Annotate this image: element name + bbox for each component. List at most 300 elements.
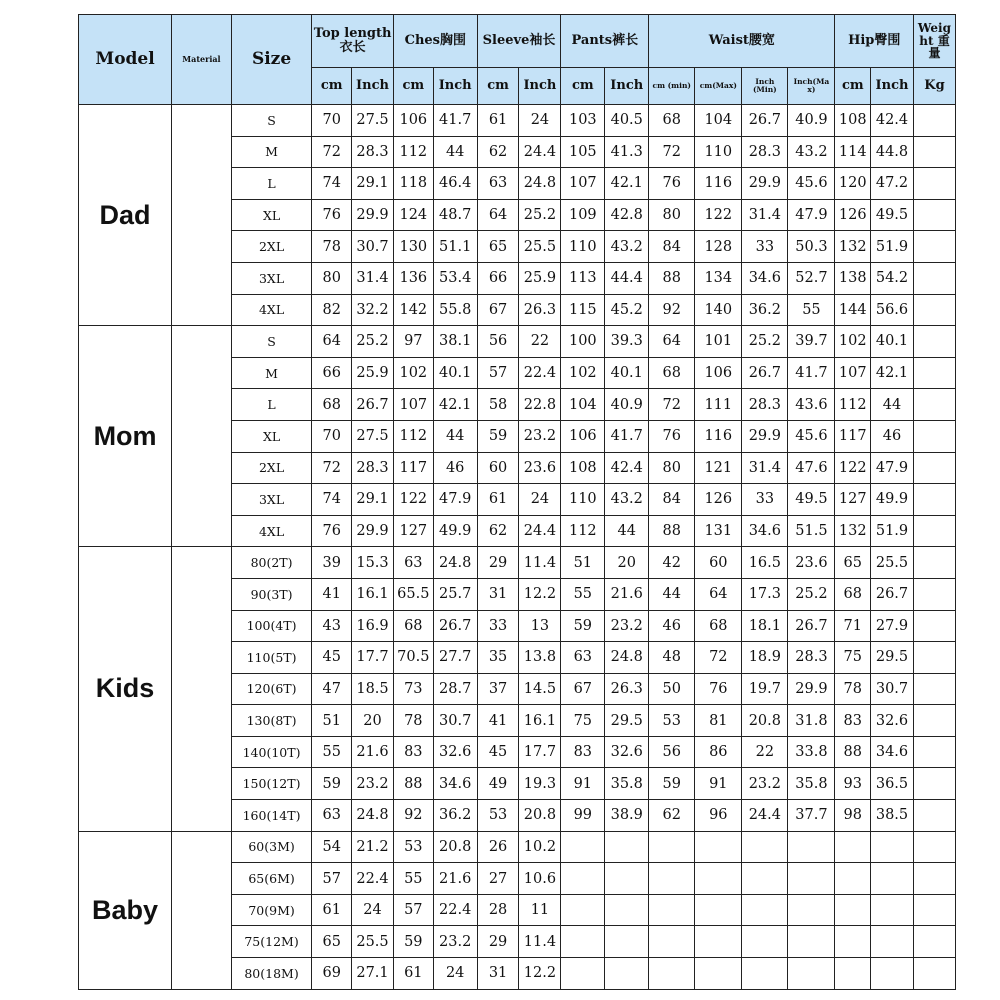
value-cell	[913, 736, 955, 768]
value-cell: 17.3	[742, 578, 788, 610]
value-cell	[913, 136, 955, 168]
value-cell: 130	[393, 231, 433, 263]
value-cell: 39.3	[605, 326, 649, 358]
value-cell: 25.7	[433, 578, 477, 610]
value-cell: 21.2	[352, 831, 394, 863]
value-cell: 16.1	[519, 705, 561, 737]
value-cell: 27	[477, 863, 519, 895]
value-cell: 56.6	[871, 294, 914, 326]
unit-header: Inch	[519, 68, 561, 105]
value-cell: 72	[649, 136, 695, 168]
value-cell: 47.9	[788, 199, 835, 231]
value-cell: 42.1	[871, 357, 914, 389]
value-cell: 74	[312, 168, 352, 200]
value-cell: 25.5	[871, 547, 914, 579]
size-cell: 3XL	[231, 484, 312, 516]
value-cell: 51	[561, 547, 605, 579]
size-cell: S	[231, 105, 312, 137]
value-cell	[649, 958, 695, 990]
value-cell: 104	[561, 389, 605, 421]
value-cell: 28.3	[788, 642, 835, 674]
value-cell	[913, 389, 955, 421]
value-cell: 18.9	[742, 642, 788, 674]
value-cell: 20	[352, 705, 394, 737]
value-cell: 32.6	[871, 705, 914, 737]
value-cell: 29.9	[742, 420, 788, 452]
value-cell: 54.2	[871, 262, 914, 294]
value-cell: 134	[695, 262, 742, 294]
value-cell: 55	[788, 294, 835, 326]
value-cell	[695, 894, 742, 926]
size-cell: 65(6M)	[231, 863, 312, 895]
value-cell	[695, 831, 742, 863]
value-cell: 20.8	[519, 800, 561, 832]
value-cell: 55.8	[433, 294, 477, 326]
value-cell: 102	[561, 357, 605, 389]
value-cell: 22	[742, 736, 788, 768]
material-cell	[172, 547, 232, 831]
value-cell: 110	[561, 484, 605, 516]
value-cell: 49.5	[788, 484, 835, 516]
value-cell: 17.7	[352, 642, 394, 674]
value-cell: 42.4	[871, 105, 914, 137]
value-cell: 44	[871, 389, 914, 421]
value-cell: 107	[561, 168, 605, 200]
value-cell: 83	[835, 705, 871, 737]
value-cell: 64	[312, 326, 352, 358]
table-header	[79, 15, 956, 105]
value-cell	[913, 452, 955, 484]
value-cell: 80	[649, 452, 695, 484]
value-cell: 24	[352, 894, 394, 926]
value-cell: 26.7	[742, 105, 788, 137]
value-cell: 36.2	[742, 294, 788, 326]
size-cell: XL	[231, 420, 312, 452]
material-cell	[172, 326, 232, 547]
value-cell: 112	[393, 136, 433, 168]
value-cell: 116	[695, 420, 742, 452]
value-cell: 12.2	[519, 578, 561, 610]
value-cell: 140	[695, 294, 742, 326]
value-cell: 47.9	[871, 452, 914, 484]
value-cell: 27.9	[871, 610, 914, 642]
value-cell: 70	[312, 420, 352, 452]
value-cell	[605, 926, 649, 958]
size-cell: 160(14T)	[231, 800, 312, 832]
value-cell: 25.2	[352, 326, 394, 358]
size-cell: L	[231, 389, 312, 421]
value-cell: 30.7	[352, 231, 394, 263]
value-cell: 26	[477, 831, 519, 863]
value-cell: 31.4	[742, 199, 788, 231]
value-cell	[835, 894, 871, 926]
value-cell: 25.2	[788, 578, 835, 610]
value-cell	[913, 642, 955, 674]
value-cell: 132	[835, 231, 871, 263]
value-cell	[913, 547, 955, 579]
value-cell: 76	[695, 673, 742, 705]
value-cell	[605, 958, 649, 990]
value-cell: 107	[835, 357, 871, 389]
value-cell: 27.7	[433, 642, 477, 674]
value-cell: 20.8	[433, 831, 477, 863]
value-cell: 24.4	[742, 800, 788, 832]
pants-header: Pants裤长	[561, 15, 649, 68]
unit-header: Kg	[913, 68, 955, 105]
unit-header: Inch	[352, 68, 394, 105]
value-cell: 58	[477, 389, 519, 421]
value-cell: 38.5	[871, 800, 914, 832]
value-cell: 122	[695, 199, 742, 231]
value-cell: 68	[649, 105, 695, 137]
value-cell: 73	[393, 673, 433, 705]
value-cell: 23.2	[352, 768, 394, 800]
material-header: Material	[172, 15, 232, 105]
size-cell: 80(18M)	[231, 958, 312, 990]
value-cell: 33	[742, 231, 788, 263]
value-cell: 24.8	[433, 547, 477, 579]
value-cell: 33	[477, 610, 519, 642]
value-cell: 49.9	[433, 515, 477, 547]
size-cell: 70(9M)	[231, 894, 312, 926]
table-row	[79, 547, 956, 579]
size-cell: 110(5T)	[231, 642, 312, 674]
value-cell: 46	[433, 452, 477, 484]
value-cell	[605, 894, 649, 926]
value-cell: 46	[871, 420, 914, 452]
value-cell: 24.8	[605, 642, 649, 674]
value-cell: 40.5	[605, 105, 649, 137]
value-cell: 51.5	[788, 515, 835, 547]
value-cell: 25.2	[519, 199, 561, 231]
value-cell: 46.4	[433, 168, 477, 200]
value-cell: 69	[312, 958, 352, 990]
size-chart-table	[78, 14, 956, 990]
table-row	[79, 105, 956, 137]
value-cell: 37.7	[788, 800, 835, 832]
value-cell: 88	[835, 736, 871, 768]
value-cell: 60	[477, 452, 519, 484]
value-cell	[913, 357, 955, 389]
value-cell	[913, 168, 955, 200]
value-cell	[695, 926, 742, 958]
value-cell: 53	[649, 705, 695, 737]
value-cell: 35.8	[605, 768, 649, 800]
value-cell: 71	[835, 610, 871, 642]
value-cell: 120	[835, 168, 871, 200]
value-cell: 88	[649, 515, 695, 547]
size-cell: S	[231, 326, 312, 358]
value-cell: 74	[312, 484, 352, 516]
value-cell: 64	[695, 578, 742, 610]
value-cell: 117	[393, 452, 433, 484]
size-cell: 150(12T)	[231, 768, 312, 800]
value-cell: 80	[649, 199, 695, 231]
value-cell: 78	[835, 673, 871, 705]
value-cell: 76	[649, 168, 695, 200]
unit-header: Inch (Min)	[742, 68, 788, 105]
value-cell: 61	[477, 484, 519, 516]
value-cell	[913, 958, 955, 990]
value-cell: 23.6	[788, 547, 835, 579]
value-cell: 13.8	[519, 642, 561, 674]
model-group-label: Dad	[79, 105, 172, 326]
value-cell: 36.5	[871, 768, 914, 800]
value-cell	[913, 262, 955, 294]
value-cell: 107	[393, 389, 433, 421]
value-cell: 19.7	[742, 673, 788, 705]
value-cell: 36.2	[433, 800, 477, 832]
model-group-label: Kids	[79, 547, 172, 831]
value-cell: 108	[835, 105, 871, 137]
value-cell: 78	[393, 705, 433, 737]
value-cell: 42.1	[605, 168, 649, 200]
unit-header: cm	[477, 68, 519, 105]
value-cell: 40.9	[788, 105, 835, 137]
value-cell: 84	[649, 231, 695, 263]
size-cell: 2XL	[231, 452, 312, 484]
value-cell: 46	[649, 610, 695, 642]
value-cell: 11	[519, 894, 561, 926]
value-cell: 49	[477, 768, 519, 800]
model-group-label: Baby	[79, 831, 172, 989]
value-cell: 44	[649, 578, 695, 610]
value-cell	[871, 958, 914, 990]
value-cell: 117	[835, 420, 871, 452]
value-cell: 62	[477, 515, 519, 547]
size-cell: 75(12M)	[231, 926, 312, 958]
value-cell: 38.1	[433, 326, 477, 358]
value-cell: 26.7	[433, 610, 477, 642]
value-cell	[561, 894, 605, 926]
value-cell: 92	[649, 294, 695, 326]
value-cell: 56	[649, 736, 695, 768]
value-cell: 72	[695, 642, 742, 674]
value-cell: 28.7	[433, 673, 477, 705]
value-cell: 93	[835, 768, 871, 800]
value-cell: 55	[312, 736, 352, 768]
value-cell: 103	[561, 105, 605, 137]
value-cell: 26.7	[788, 610, 835, 642]
value-cell: 98	[835, 800, 871, 832]
value-cell	[742, 926, 788, 958]
value-cell	[913, 326, 955, 358]
value-cell: 72	[312, 136, 352, 168]
value-cell: 67	[477, 294, 519, 326]
value-cell: 75	[835, 642, 871, 674]
value-cell: 22.4	[519, 357, 561, 389]
value-cell: 127	[835, 484, 871, 516]
value-cell	[788, 958, 835, 990]
value-cell: 34.6	[871, 736, 914, 768]
value-cell: 51.9	[871, 231, 914, 263]
value-cell: 142	[393, 294, 433, 326]
value-cell: 66	[477, 262, 519, 294]
value-cell: 23.2	[433, 926, 477, 958]
value-cell: 63	[561, 642, 605, 674]
value-cell: 52.7	[788, 262, 835, 294]
value-cell	[871, 831, 914, 863]
value-cell: 16.1	[352, 578, 394, 610]
value-cell: 105	[561, 136, 605, 168]
value-cell: 53	[393, 831, 433, 863]
value-cell: 38.9	[605, 800, 649, 832]
value-cell: 48.7	[433, 199, 477, 231]
value-cell: 16.9	[352, 610, 394, 642]
value-cell: 22.4	[433, 894, 477, 926]
value-cell: 25.5	[519, 231, 561, 263]
value-cell: 27.5	[352, 420, 394, 452]
value-cell: 37	[477, 673, 519, 705]
value-cell: 72	[649, 389, 695, 421]
value-cell: 47.9	[433, 484, 477, 516]
value-cell	[605, 831, 649, 863]
value-cell	[695, 863, 742, 895]
unit-header: cm	[835, 68, 871, 105]
value-cell: 83	[561, 736, 605, 768]
value-cell	[913, 926, 955, 958]
value-cell	[788, 863, 835, 895]
value-cell: 68	[312, 389, 352, 421]
value-cell: 51.9	[871, 515, 914, 547]
value-cell: 57	[393, 894, 433, 926]
value-cell: 106	[393, 105, 433, 137]
value-cell: 41.7	[433, 105, 477, 137]
value-cell: 23.2	[742, 768, 788, 800]
value-cell: 66	[312, 357, 352, 389]
value-cell	[913, 515, 955, 547]
value-cell: 110	[561, 231, 605, 263]
value-cell: 53.4	[433, 262, 477, 294]
size-cell: M	[231, 357, 312, 389]
value-cell: 28	[477, 894, 519, 926]
value-cell: 29.5	[871, 642, 914, 674]
value-cell: 99	[561, 800, 605, 832]
model-group-label: Mom	[79, 326, 172, 547]
value-cell: 111	[695, 389, 742, 421]
value-cell: 20.8	[742, 705, 788, 737]
value-cell: 48	[649, 642, 695, 674]
value-cell: 68	[649, 357, 695, 389]
value-cell: 29	[477, 926, 519, 958]
value-cell: 106	[695, 357, 742, 389]
value-cell: 35	[477, 642, 519, 674]
unit-header: Inch	[433, 68, 477, 105]
value-cell: 102	[835, 326, 871, 358]
waist-header: Waist腰宽	[649, 15, 835, 68]
value-cell	[788, 926, 835, 958]
value-cell: 27.5	[352, 105, 394, 137]
value-cell: 101	[695, 326, 742, 358]
value-cell	[561, 863, 605, 895]
value-cell: 14.5	[519, 673, 561, 705]
value-cell: 70.5	[393, 642, 433, 674]
value-cell: 109	[561, 199, 605, 231]
value-cell: 72	[312, 452, 352, 484]
value-cell	[913, 768, 955, 800]
value-cell: 42.8	[605, 199, 649, 231]
value-cell: 28.3	[352, 136, 394, 168]
value-cell: 49.5	[871, 199, 914, 231]
size-cell: XL	[231, 199, 312, 231]
value-cell: 10.2	[519, 831, 561, 863]
value-cell: 33	[742, 484, 788, 516]
value-cell	[742, 863, 788, 895]
value-cell: 55	[393, 863, 433, 895]
value-cell: 11.4	[519, 926, 561, 958]
value-cell: 24.4	[519, 515, 561, 547]
value-cell: 118	[393, 168, 433, 200]
value-cell: 84	[649, 484, 695, 516]
value-cell	[835, 926, 871, 958]
value-cell: 104	[695, 105, 742, 137]
value-cell	[913, 420, 955, 452]
value-cell: 56	[477, 326, 519, 358]
value-cell: 41	[477, 705, 519, 737]
value-cell: 21.6	[352, 736, 394, 768]
value-cell: 29	[477, 547, 519, 579]
value-cell: 67	[561, 673, 605, 705]
value-cell: 44.8	[871, 136, 914, 168]
value-cell: 24.8	[352, 800, 394, 832]
value-cell: 44	[433, 420, 477, 452]
value-cell	[913, 705, 955, 737]
value-cell: 24.4	[519, 136, 561, 168]
value-cell: 31.4	[742, 452, 788, 484]
value-cell: 44	[605, 515, 649, 547]
value-cell: 50.3	[788, 231, 835, 263]
value-cell: 17.7	[519, 736, 561, 768]
value-cell: 108	[561, 452, 605, 484]
value-cell: 97	[393, 326, 433, 358]
value-cell: 57	[477, 357, 519, 389]
value-cell: 23.2	[605, 610, 649, 642]
value-cell	[913, 863, 955, 895]
value-cell: 115	[561, 294, 605, 326]
size-cell: 4XL	[231, 515, 312, 547]
size-cell: M	[231, 136, 312, 168]
value-cell: 43.6	[788, 389, 835, 421]
value-cell: 128	[695, 231, 742, 263]
value-cell	[835, 831, 871, 863]
model-header: Model	[79, 15, 172, 105]
value-cell: 62	[649, 800, 695, 832]
material-cell	[172, 831, 232, 989]
value-cell: 136	[393, 262, 433, 294]
value-cell: 47.2	[871, 168, 914, 200]
value-cell: 47	[312, 673, 352, 705]
value-cell: 64	[477, 199, 519, 231]
value-cell: 88	[649, 262, 695, 294]
value-cell: 55	[561, 578, 605, 610]
value-cell: 49.9	[871, 484, 914, 516]
material-cell	[172, 105, 232, 326]
value-cell: 65	[312, 926, 352, 958]
unit-header: Inch(Ma x)	[788, 68, 835, 105]
value-cell: 26.3	[605, 673, 649, 705]
value-cell	[695, 958, 742, 990]
value-cell: 59	[561, 610, 605, 642]
value-cell: 61	[393, 958, 433, 990]
value-cell: 34.6	[742, 515, 788, 547]
value-cell: 18.1	[742, 610, 788, 642]
value-cell: 31.4	[352, 262, 394, 294]
value-cell	[788, 894, 835, 926]
value-cell: 112	[561, 515, 605, 547]
value-cell	[605, 863, 649, 895]
value-cell: 31	[477, 578, 519, 610]
unit-header: Inch	[871, 68, 914, 105]
